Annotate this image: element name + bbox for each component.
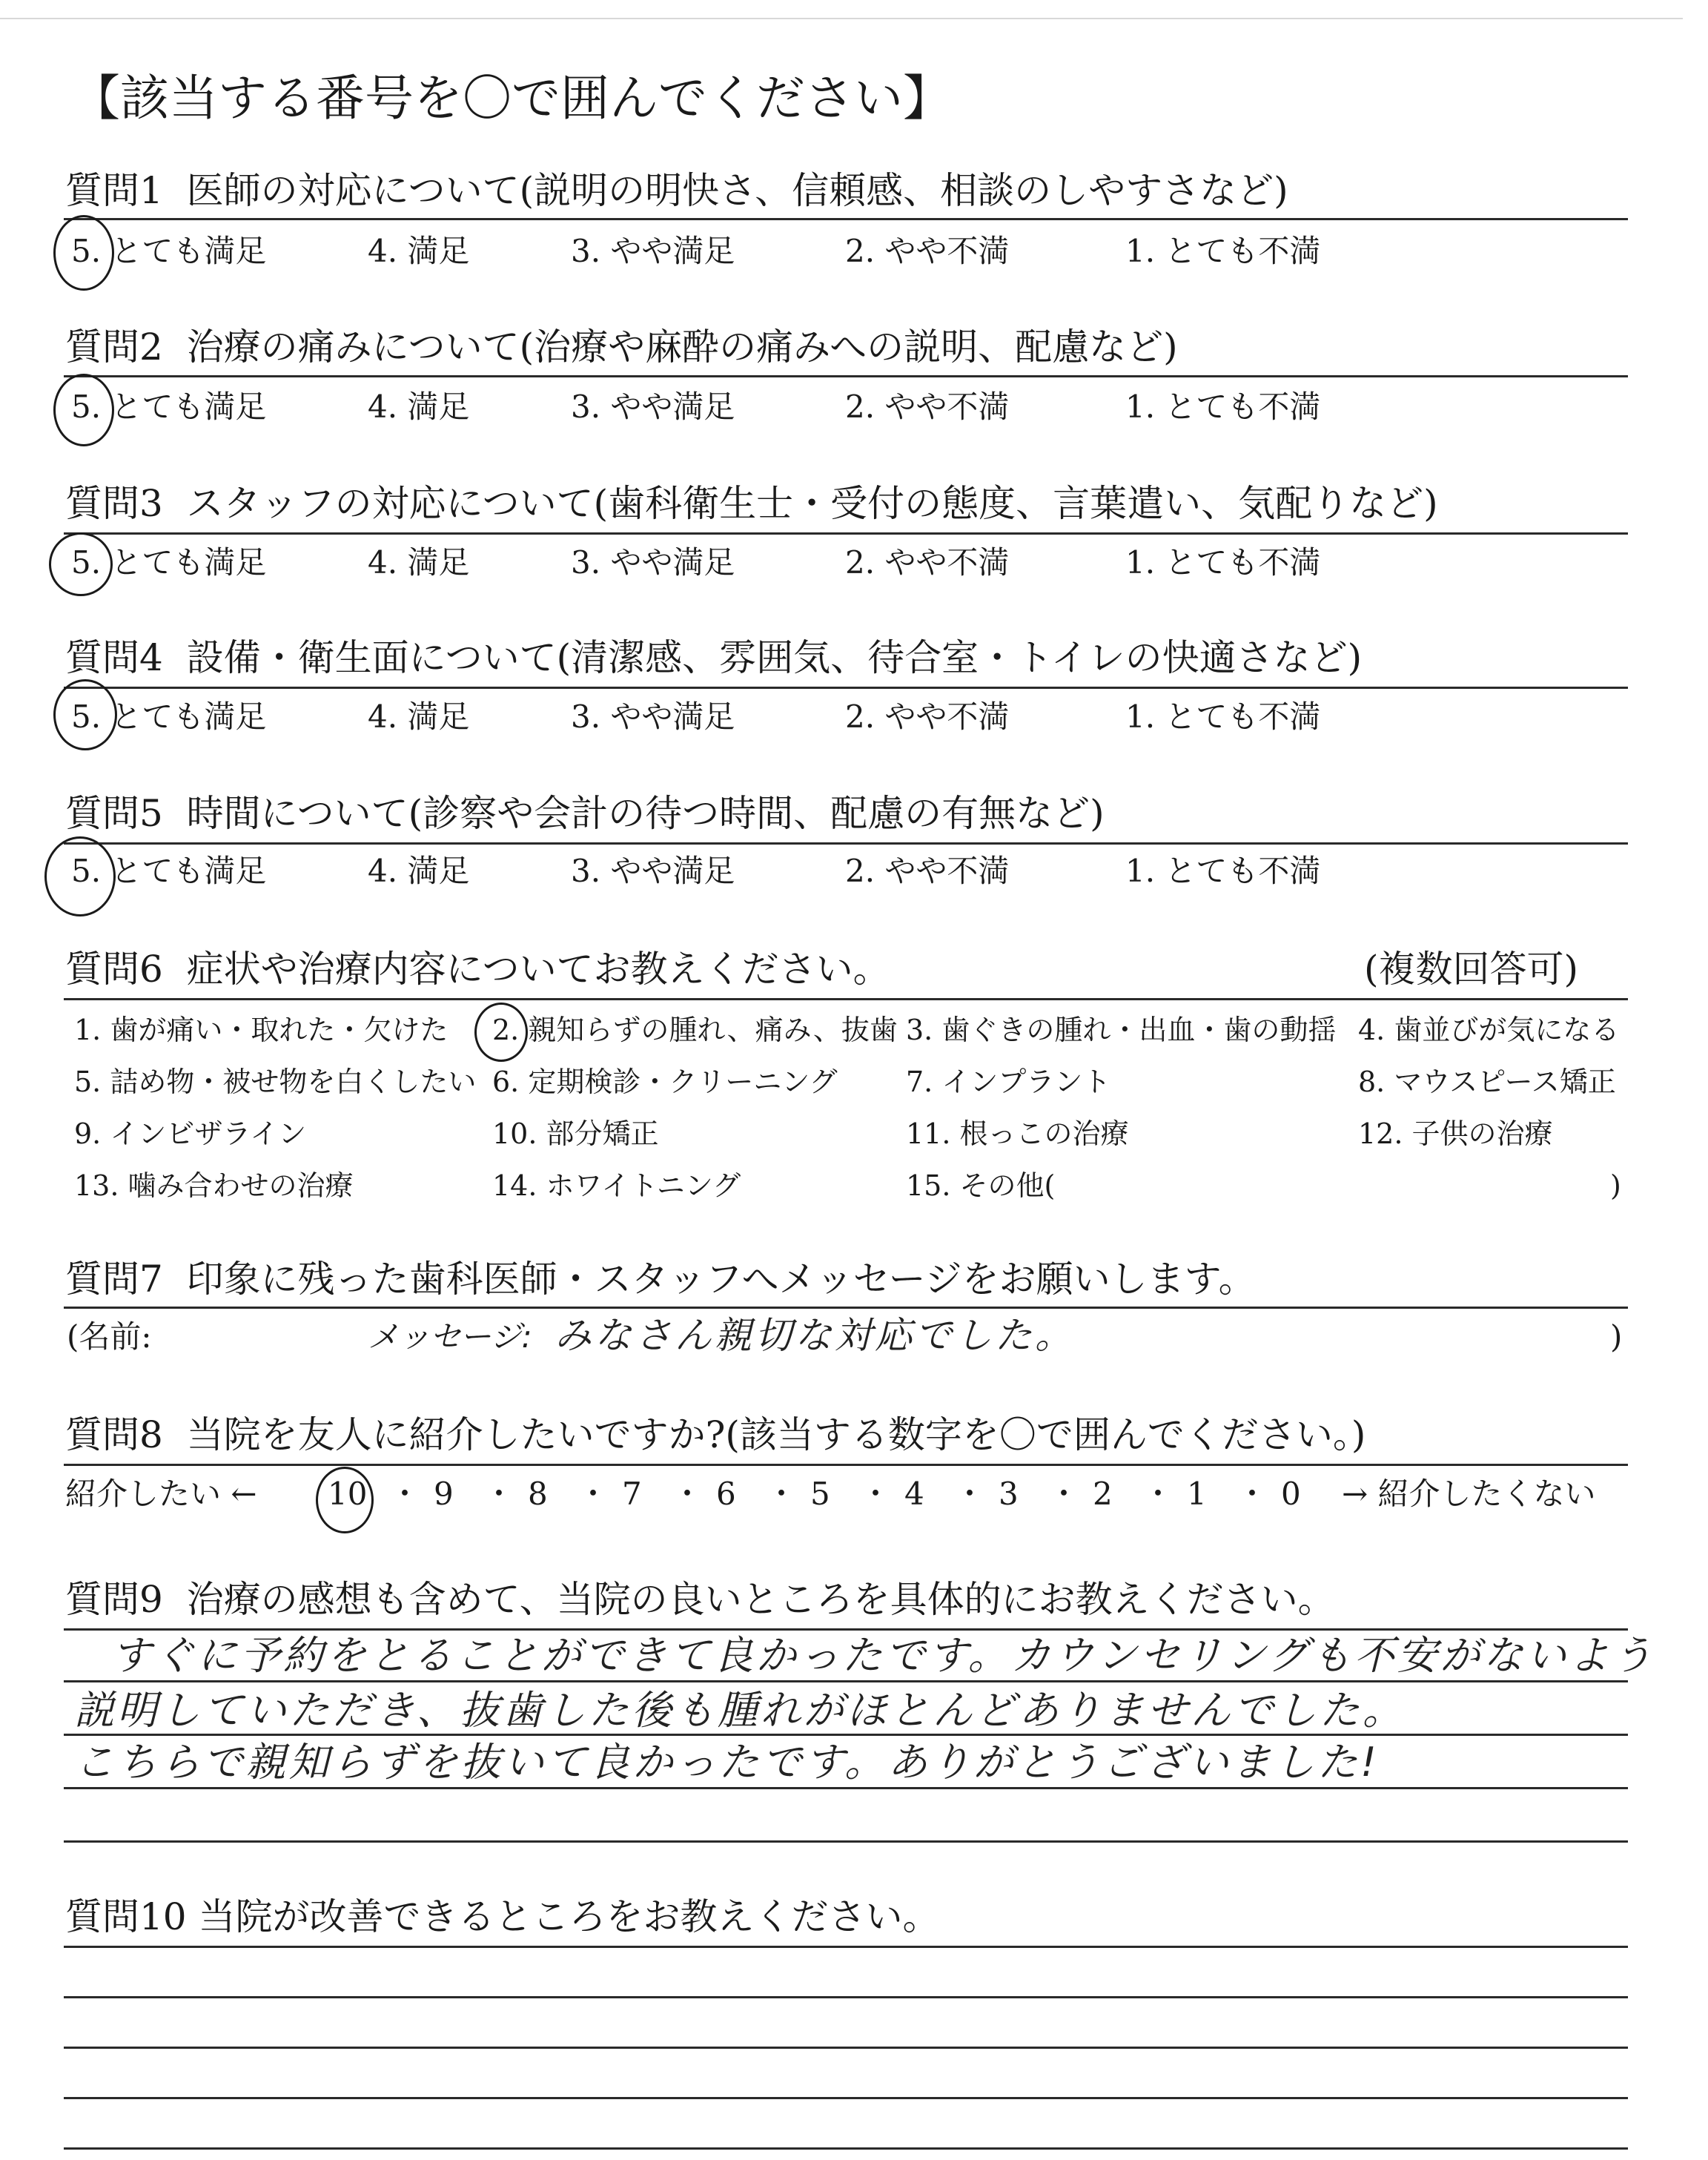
q7-label: 質問7 [65, 1258, 163, 1301]
q7-text: 印象に残った歯科医師・スタッフへメッセージをお願いします。 [186, 1258, 1256, 1301]
q8-selection-circle [316, 1467, 374, 1533]
q7-name-label: (名前: [67, 1318, 152, 1355]
q10-rule-3 [64, 2047, 1628, 2049]
q8-scale-1[interactable]: 1 [1187, 1476, 1207, 1512]
q6-option-6[interactable]: 6. 定期検診・クリーニング [492, 1066, 838, 1098]
q9-rule-5 [64, 1840, 1628, 1843]
q6-option-7[interactable]: 7. インプラント [906, 1066, 1111, 1098]
q4-option-1[interactable]: 1. とても不満 [1125, 698, 1321, 735]
q5-option-2[interactable]: 2. やや不満 [845, 853, 1010, 889]
q1-rule [64, 218, 1628, 220]
q5-selection-circle [44, 836, 116, 916]
q3-option-5[interactable]: 5. とても満足 [71, 544, 267, 581]
q6-option-11[interactable]: 11. 根っこの治療 [906, 1117, 1129, 1150]
q7-rule [64, 1307, 1628, 1309]
q9-rule-1 [64, 1628, 1628, 1631]
q10-rule-4 [64, 2097, 1628, 2099]
q1-option-5[interactable]: 5. とても満足 [71, 233, 267, 269]
q2-option-2[interactable]: 2. やや不満 [845, 389, 1010, 425]
q4-option-4[interactable]: 4. 満足 [368, 698, 470, 735]
q5-rule [64, 842, 1628, 845]
q1-option-4[interactable]: 4. 満足 [368, 233, 470, 269]
q8-dot: ・ [483, 1476, 515, 1512]
q9-rule-3 [64, 1734, 1628, 1736]
q4-label: 質問4 [65, 636, 163, 679]
q8-scale-6[interactable]: 6 [716, 1476, 736, 1512]
q8-heading [65, 1413, 1366, 1456]
q6-option-15[interactable]: 15. その他( [906, 1169, 1056, 1202]
q3-option-1[interactable]: 1. とても不満 [1125, 544, 1321, 581]
q7-message-handwritten[interactable]: みなさん親切な対応でした。 [555, 1314, 1075, 1357]
q9-text: 治療の感想も含めて、当院の良いところを具体的にお教えください。 [186, 1578, 1335, 1621]
q3-label: 質問3 [65, 482, 163, 525]
q1-selection-circle [53, 215, 114, 291]
q8-dot: ・ [954, 1476, 986, 1512]
q6-option-2[interactable]: 2. 親知らずの腫れ、痛み、抜歯 [492, 1014, 898, 1046]
q4-heading [65, 636, 1363, 679]
q10-text: 当院が改善できるところをお教えください。 [198, 1895, 940, 1938]
q8-right-label: → 紹介したくない [1342, 1476, 1596, 1512]
q8-scale-7[interactable]: 7 [622, 1476, 642, 1512]
q8-scale-2[interactable]: 2 [1093, 1476, 1113, 1512]
q1-option-2[interactable]: 2. やや不満 [845, 233, 1010, 269]
q2-option-5[interactable]: 5. とても満足 [71, 389, 267, 425]
q9-rule-2 [64, 1680, 1628, 1682]
q8-dot: ・ [577, 1476, 609, 1512]
q2-option-1[interactable]: 1. とても不満 [1125, 389, 1321, 425]
q9-answer-line-2[interactable]: 説明していただき、抜歯した後も腫れがほとんどありませんでした。 [74, 1687, 1406, 1734]
q4-text: 設備・衛生面について(清潔感、雰囲気、待合室・トイレの快適さなど) [186, 636, 1363, 679]
q6-option-4[interactable]: 4. 歯並びが気になる [1358, 1014, 1620, 1046]
q3-text: スタッフの対応について(歯科衛生士・受付の態度、言葉遣い、気配りなど) [186, 482, 1438, 525]
q10-heading [65, 1895, 940, 1938]
q6-label: 質問6 [65, 948, 163, 991]
q1-option-3[interactable]: 3. やや満足 [571, 233, 735, 269]
q5-option-3[interactable]: 3. やや満足 [571, 853, 735, 889]
q2-text: 治療の痛みについて(治療や麻酔の痛みへの説明、配慮など) [186, 326, 1178, 369]
q5-text: 時間について(診察や会計の待つ時間、配慮の有無など) [186, 792, 1105, 835]
q9-heading [65, 1578, 1335, 1621]
q3-selection-circle [49, 532, 113, 596]
q9-answer-line-3[interactable]: こちらで親知らずを抜いて良かったです。ありがとうございました! [74, 1739, 1380, 1786]
q2-selection-circle [53, 374, 114, 446]
q7-close-paren: ) [1610, 1318, 1623, 1355]
q10-rule-1 [64, 1946, 1628, 1948]
q9-rule-4 [64, 1787, 1628, 1789]
q8-scale-9[interactable]: 9 [434, 1476, 454, 1512]
q8-scale-5[interactable]: 5 [810, 1476, 830, 1512]
q8-dot: ・ [1142, 1476, 1174, 1512]
q6-option-13[interactable]: 13. 噛み合わせの治療 [74, 1169, 354, 1202]
q1-label: 質問1 [65, 169, 163, 212]
q8-scale-3[interactable]: 3 [999, 1476, 1019, 1512]
q4-selection-circle [53, 679, 117, 750]
q10-rule-5 [64, 2147, 1628, 2150]
q6-option-9[interactable]: 9. インビザライン [74, 1117, 307, 1150]
q3-option-2[interactable]: 2. やや不満 [845, 544, 1010, 581]
q5-option-1[interactable]: 1. とても不満 [1125, 853, 1321, 889]
q8-dot: ・ [1048, 1476, 1080, 1512]
q4-option-3[interactable]: 3. やや満足 [571, 698, 735, 735]
q8-scale-10[interactable]: 10 [328, 1476, 368, 1512]
q5-label: 質問5 [65, 792, 163, 835]
page-title: 【該当する番号を〇で囲んでください】 [71, 70, 952, 127]
q2-heading [65, 326, 1178, 369]
q6-option-5[interactable]: 5. 詰め物・被せ物を白くしたい [74, 1066, 477, 1098]
q10-rule-2 [64, 1996, 1628, 1998]
q2-option-4[interactable]: 4. 満足 [368, 389, 470, 425]
q4-option-2[interactable]: 2. やや不満 [845, 698, 1010, 735]
q7-heading [65, 1258, 1256, 1301]
q4-option-5[interactable]: 5. とても満足 [71, 698, 267, 735]
q3-option-4[interactable]: 4. 満足 [368, 544, 470, 581]
q8-text: 当院を友人に紹介したいですか?(該当する数字を〇で囲んでください。) [186, 1413, 1366, 1456]
q6-option-14[interactable]: 14. ホワイトニング [492, 1169, 741, 1202]
q1-text: 医師の対応について(説明の明快さ、信頼感、相談のしやすさなど) [186, 169, 1288, 212]
q6-text: 症状や治療内容についてお教えください。 [186, 948, 890, 991]
q8-scale-4[interactable]: 4 [904, 1476, 924, 1512]
q3-rule [64, 532, 1628, 535]
q2-option-3[interactable]: 3. やや満足 [571, 389, 735, 425]
q8-dot: ・ [672, 1476, 704, 1512]
q7-message-label: メッセージ: [368, 1318, 532, 1355]
q6-heading [65, 948, 890, 991]
q6-option-12[interactable]: 12. 子供の治療 [1358, 1117, 1553, 1150]
q8-dot: ・ [1237, 1476, 1268, 1512]
q8-left-label: 紹介したい ← [65, 1476, 257, 1512]
q8-label: 質問8 [65, 1413, 163, 1456]
q5-option-5[interactable]: 5. とても満足 [71, 853, 267, 889]
q6-option-15-close: ) [1610, 1169, 1621, 1202]
q10-label: 質問10 [65, 1895, 187, 1938]
q6-selection-circle [474, 1003, 528, 1062]
q8-dot: ・ [389, 1476, 421, 1512]
q1-heading [65, 169, 1288, 212]
q6-rule [64, 998, 1628, 1000]
q6-option-8[interactable]: 8. マウスピース矯正 [1358, 1066, 1616, 1098]
q4-rule [64, 687, 1628, 689]
q8-scale-8[interactable]: 8 [528, 1476, 548, 1512]
q5-heading [65, 792, 1105, 835]
q8-scale-0[interactable]: 0 [1281, 1476, 1301, 1512]
q2-rule [64, 375, 1628, 377]
q9-answer-line-1[interactable]: すぐに予約をとることができて良かったです。カウンセリングも不安がないよう [111, 1632, 1655, 1679]
q6-option-10[interactable]: 10. 部分矯正 [492, 1117, 659, 1150]
q6-option-1[interactable]: 1. 歯が痛い・取れた・欠けた [74, 1014, 448, 1046]
q8-dot: ・ [766, 1476, 798, 1512]
q5-option-4[interactable]: 4. 満足 [368, 853, 470, 889]
q6-note: (複数回答可) [1364, 948, 1579, 991]
q9-label: 質問9 [65, 1578, 163, 1621]
scan-edge-line [0, 18, 1683, 19]
q3-heading [65, 482, 1438, 525]
q8-rule [64, 1464, 1628, 1466]
q8-dot: ・ [860, 1476, 892, 1512]
q2-label: 質問2 [65, 326, 163, 369]
q3-option-3[interactable]: 3. やや満足 [571, 544, 735, 581]
q6-option-3[interactable]: 3. 歯ぐきの腫れ・出血・歯の動揺 [906, 1014, 1337, 1046]
q1-option-1[interactable]: 1. とても不満 [1125, 233, 1321, 269]
